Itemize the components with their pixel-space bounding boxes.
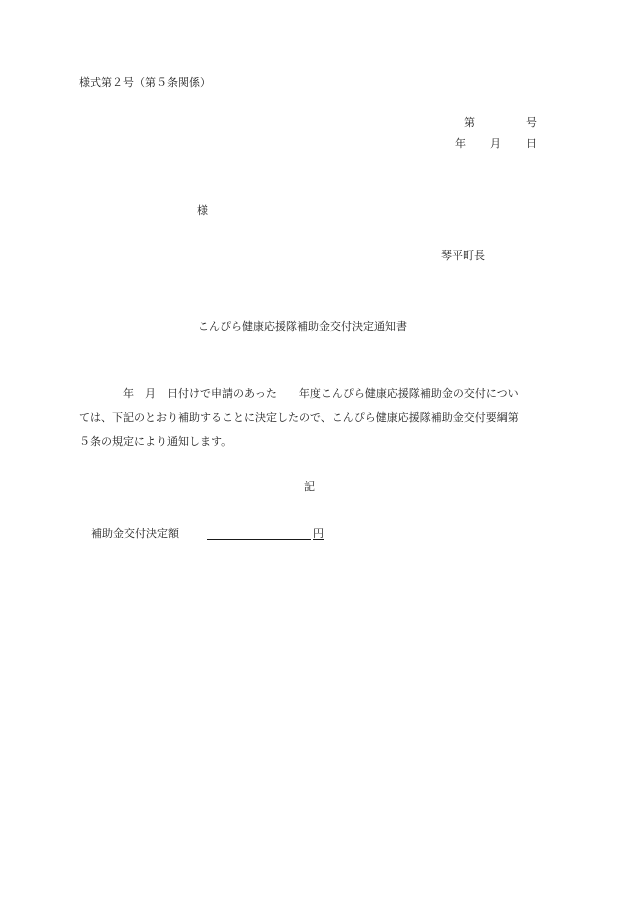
body-line: ５条の規定により通知します。: [79, 435, 233, 448]
date-year-label: 年: [455, 137, 466, 150]
document-number-prefix: 第: [464, 116, 475, 129]
date-day-label: 日: [526, 137, 537, 150]
document-title: こんぴら健康応援隊補助金交付決定通知書: [198, 320, 407, 333]
sender-name: 琴平町長: [441, 249, 485, 262]
amount-label: 補助金交付決定額: [91, 527, 179, 540]
date-month-label: 月: [490, 137, 501, 150]
body-line: 年 月 日付けで申請のあった 年度こんぴら健康応援隊補助金の交付につい: [79, 387, 519, 400]
ki-heading: 記: [304, 480, 315, 493]
addressee-honorific: 様: [197, 204, 208, 217]
document-number-suffix: 号: [526, 116, 537, 129]
amount-unit: 円: [313, 527, 324, 540]
body-line: ては、下記のとおり補助することに決定したので、こんぴら健康応援隊補助金交付要綱第: [79, 411, 519, 424]
amount-blank-line: [207, 539, 311, 540]
form-number-label: 様式第２号（第５条関係）: [79, 76, 211, 89]
